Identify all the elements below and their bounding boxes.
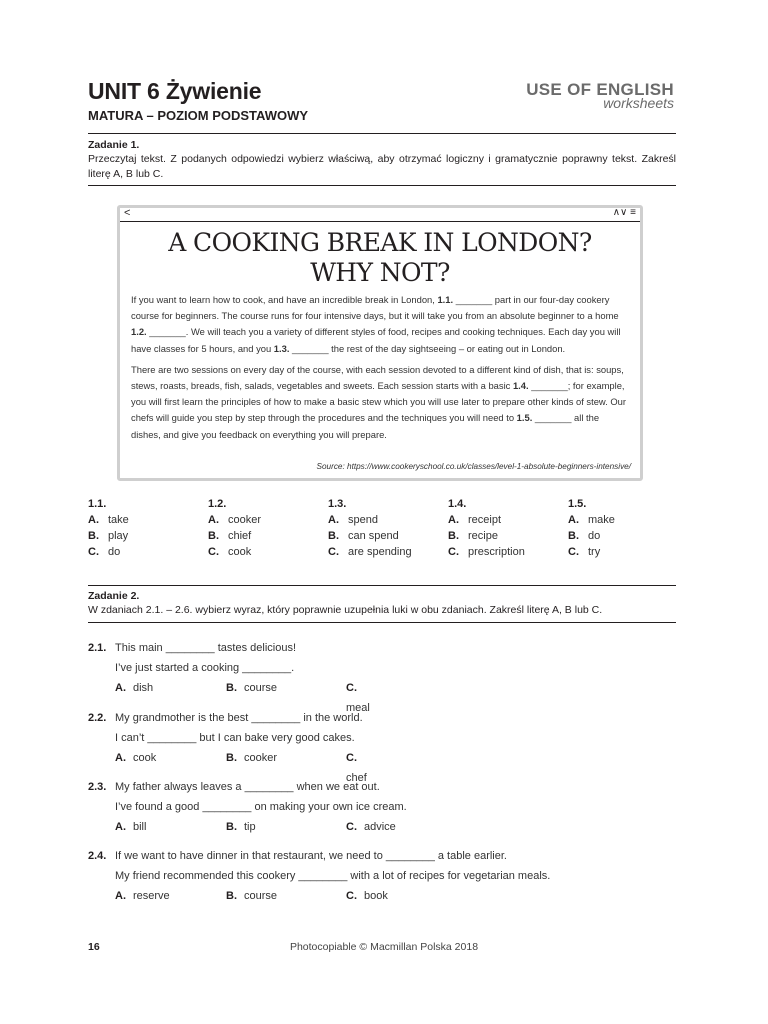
- article-body: [131, 292, 631, 448]
- text-run: _______ the rest of the day sightseeing – or eating out in London.: [289, 342, 566, 354]
- option-text: receipt: [468, 514, 502, 526]
- choice-c[interactable]: [346, 886, 388, 906]
- letter: A.: [88, 514, 99, 526]
- choice-text: tip: [244, 821, 256, 833]
- letter: B.: [88, 530, 99, 542]
- text-run: _______. We will teach you a variety of different styles of food, recipes and cooking techniques. Each day you will have classes for 5 hours, and you: [131, 326, 621, 354]
- letter: A.: [568, 514, 579, 526]
- letter: A.: [208, 514, 219, 526]
- page-number: 16: [88, 941, 100, 953]
- option-text: cook: [228, 546, 252, 558]
- option-b[interactable]: [328, 528, 438, 544]
- letter: C.: [346, 752, 357, 764]
- option-c[interactable]: [88, 544, 198, 560]
- gap-number: 1.3.: [273, 342, 290, 354]
- option-a[interactable]: [568, 512, 678, 528]
- article-paragraph: [131, 292, 631, 357]
- article-content: [120, 221, 640, 478]
- letter: A.: [115, 752, 126, 764]
- choice-b[interactable]: [226, 678, 277, 698]
- text-run: If you want to learn how to cook, and have an incredible break in London,: [131, 294, 438, 305]
- option-c[interactable]: [208, 544, 318, 560]
- back-arrow-icon[interactable]: <: [124, 207, 131, 219]
- copyright: Photocopiable © Macmillan Polska 2018: [289, 941, 479, 953]
- sentence-1: My grandmother is the best ________ in the world.: [115, 712, 363, 724]
- letter: C.: [346, 682, 357, 694]
- choice-b[interactable]: [226, 748, 277, 768]
- choice-text: cook: [133, 752, 157, 764]
- answer-choices: [88, 748, 367, 784]
- choice-a[interactable]: [115, 817, 146, 837]
- brand-top: USE OF ENGLISH: [526, 80, 674, 99]
- article-title: [120, 228, 640, 288]
- task2-instructions: W zdaniach 2.1. – 2.6. wybierz wyraz, który poprawnie uzupełnia luki w obu zdaniach. Zakreśl literę A, B lub C.: [88, 604, 603, 616]
- letter: A.: [448, 514, 459, 526]
- option-c[interactable]: [568, 544, 678, 560]
- option-a[interactable]: [88, 512, 198, 528]
- letter: A.: [328, 514, 339, 526]
- option-text: try: [588, 546, 601, 558]
- choice-c[interactable]: [346, 817, 396, 837]
- option-text: take: [108, 514, 129, 526]
- choice-a[interactable]: [115, 748, 156, 768]
- letter: B.: [328, 530, 339, 542]
- subtitle: MATURA – POZIOM PODSTAWOWY: [88, 108, 309, 123]
- divider: [88, 585, 676, 586]
- option-c[interactable]: [448, 544, 558, 560]
- choice-text: course: [244, 890, 278, 902]
- article-paragraph: [131, 362, 631, 443]
- question-number: 2.4.: [88, 850, 107, 862]
- divider: [88, 185, 676, 186]
- gap-number: 1.5.: [516, 412, 533, 424]
- letter: C.: [568, 546, 579, 558]
- divider: [88, 622, 676, 623]
- text-run: _______; for example, you will first learn the principles of how to make a basic stew which you will use later to prepare other kinds of stew. Our chefs will guide you step by step through the procedures and the techniques you will need to: [131, 380, 627, 424]
- option-b[interactable]: [208, 528, 318, 544]
- question-2-4: [88, 846, 550, 906]
- option-number: 1.4.: [448, 498, 467, 510]
- answer-choices: [88, 886, 550, 906]
- question-2-2: [88, 708, 367, 784]
- letter: B.: [226, 890, 237, 902]
- option-text: cooker: [228, 514, 262, 526]
- sentence-2: I’ve just started a cooking ________.: [115, 662, 295, 674]
- option-b[interactable]: [88, 528, 198, 544]
- browser-toolbar: [120, 208, 640, 220]
- letter: B.: [208, 530, 219, 542]
- letter: C.: [88, 546, 99, 558]
- option-text: make: [588, 514, 615, 526]
- article-title-line2: WHY NOT?: [310, 258, 450, 287]
- gap-number: 1.1.: [437, 294, 454, 305]
- sentence-1: My father always leaves a ________ when we eat out.: [115, 781, 380, 793]
- sentence-1: This main ________ tastes delicious!: [115, 642, 296, 654]
- gap-number: 1.4.: [512, 380, 529, 392]
- option-text: can spend: [348, 530, 399, 542]
- letter: A.: [115, 890, 126, 902]
- option-number: 1.2.: [208, 498, 227, 510]
- option-b[interactable]: [448, 528, 558, 544]
- options-group: [448, 496, 558, 560]
- letter: B.: [226, 821, 237, 833]
- letter: A.: [115, 682, 126, 694]
- task1-instructions: Przeczytaj tekst. Z podanych odpowiedzi wybierz właściwą, aby otrzymać logiczny i gramatycznie poprawny tekst. Zakreśl literę A, B lub C.: [88, 153, 676, 180]
- text-run: _______ part in our four-day cookery course for beginners. The course runs for four intensive days, but it will take you from an absolute beginner to a home: [131, 294, 619, 322]
- option-c[interactable]: [328, 544, 438, 560]
- options-group: [88, 496, 198, 560]
- question-number: 2.3.: [88, 781, 107, 793]
- text-run: _______ all the dishes, and give you feedback on everything you will prepare.: [131, 412, 600, 440]
- task2-label: Zadanie 2.: [88, 590, 140, 602]
- letter: C.: [208, 546, 219, 558]
- letter: C.: [448, 546, 459, 558]
- sentence-2: I’ve found a good ________ on making your own ice cream.: [115, 801, 407, 813]
- question-number: 2.2.: [88, 712, 107, 724]
- option-a[interactable]: [328, 512, 438, 528]
- choice-text: dish: [133, 682, 154, 694]
- letter: C.: [346, 890, 357, 902]
- question-2-3: [88, 777, 407, 837]
- choice-text: meal: [346, 702, 370, 714]
- question-number: 2.1.: [88, 642, 107, 654]
- gap-number: 1.2.: [131, 326, 147, 338]
- unit-title: UNIT 6 Żywienie: [88, 78, 262, 104]
- article-source: Source: https://www.cookeryschool.co.uk/classes/level-1-absolute-beginners-intensive/: [316, 462, 631, 471]
- question-2-1: [88, 638, 370, 714]
- brand-bottom: worksheets: [603, 95, 674, 111]
- option-a[interactable]: [448, 512, 558, 528]
- choice-text: reserve: [133, 890, 170, 902]
- letter: A.: [115, 821, 126, 833]
- choice-text: cooker: [244, 752, 278, 764]
- article-browser-frame: [117, 205, 643, 481]
- choice-a[interactable]: [115, 886, 170, 906]
- option-text: recipe: [468, 530, 498, 542]
- choice-text: book: [364, 890, 388, 902]
- answer-choices: [88, 678, 370, 714]
- choice-text: chef: [346, 772, 367, 784]
- task1-label: Zadanie 1.: [88, 139, 140, 151]
- brand-logo: [526, 82, 674, 109]
- text-run: There are two sessions on every day of the course, with each session devoted to a different kind of dish, that is: soups, stews, roasts, breads, fish, salads, vegetables and sweets. Each session starts with a basic: [131, 363, 624, 392]
- menu-icon[interactable]: ∧∨ ≡: [612, 207, 636, 218]
- options-group: [328, 496, 438, 560]
- option-text: spend: [348, 514, 378, 526]
- option-number: 1.5.: [568, 498, 587, 510]
- option-text: are spending: [348, 546, 412, 558]
- letter: B.: [226, 752, 237, 764]
- choice-b[interactable]: [226, 817, 256, 837]
- choice-text: advice: [364, 821, 396, 833]
- option-text: play: [108, 530, 129, 542]
- option-text: prescription: [468, 546, 525, 558]
- option-number: 1.3.: [328, 498, 347, 510]
- sentence-2: My friend recommended this cookery ________ with a lot of recipes for vegetarian meals.: [115, 870, 551, 882]
- options-group: [568, 496, 678, 560]
- sentence-1: If we want to have dinner in that restaurant, we need to ________ a table earlier.: [115, 850, 507, 862]
- choice-b[interactable]: [226, 886, 277, 906]
- option-text: chief: [228, 530, 252, 542]
- divider: [88, 133, 676, 134]
- letter: C.: [328, 546, 339, 558]
- letter: B.: [226, 682, 237, 694]
- option-b[interactable]: [568, 528, 678, 544]
- options-group: [208, 496, 318, 560]
- letter: B.: [568, 530, 579, 542]
- sentence-2: I can’t ________ but I can bake very good cakes.: [115, 732, 355, 744]
- letter: C.: [346, 821, 357, 833]
- article-title-line1: A COOKING BREAK IN LONDON?: [168, 228, 592, 257]
- letter: B.: [448, 530, 459, 542]
- answer-choices: [88, 817, 407, 837]
- choice-text: course: [244, 682, 278, 694]
- option-a[interactable]: [208, 512, 318, 528]
- option-text: do: [588, 530, 601, 542]
- option-text: do: [108, 546, 121, 558]
- option-number: 1.1.: [88, 498, 107, 510]
- choice-text: bill: [133, 821, 147, 833]
- choice-a[interactable]: [115, 678, 153, 698]
